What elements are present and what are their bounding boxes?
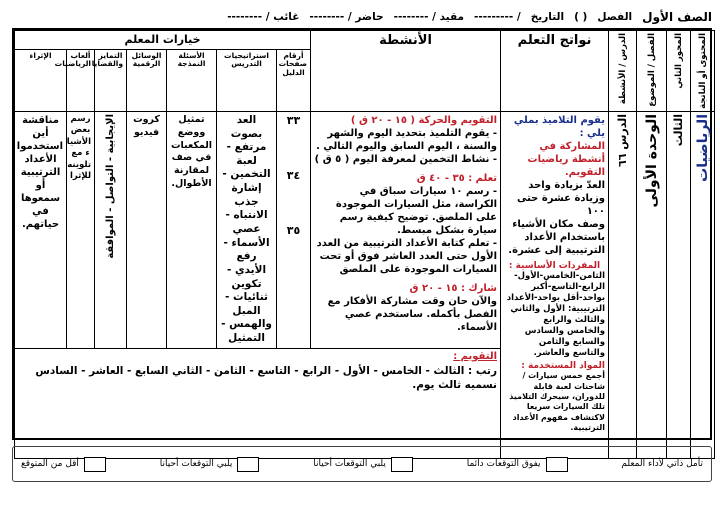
cell-evaluation	[15, 348, 501, 458]
outcome-line: المشاركة في أنشطة رياضيات التقويم.	[527, 140, 606, 178]
activity-title: شارك : ١٥ - ٢٠ ق	[409, 282, 498, 294]
cell-math-games: رسم بعض الأشيا ء مع تلوينه للإثرا	[67, 111, 95, 348]
col-lesson-header: الدرس / الأنشطة	[609, 31, 637, 112]
cell-outcomes	[501, 111, 609, 458]
col-outcomes-header: نواتج التعلم	[501, 31, 609, 112]
date-blank[interactable]: / ---------	[474, 11, 521, 23]
evaluation-title: التقويم :	[453, 350, 498, 362]
materials-text: أجمع خمس سيارات / شاحنات لعبة قابلة للدوران، سيحرك التلاميذ تلك السيارات سريعا لاكتشاف مفهوم الأعداد الترتيبية.	[509, 371, 606, 433]
vocab-title: المفردات الأساسية :	[508, 260, 601, 271]
materials-title: المواد المستخدمة :	[521, 361, 606, 372]
evaluation-text: رتب : الثالث - الخامس - الأول - الرابع - التاسع - الثامن - الثاني السابع - العاشر - السادس نسميه ثالث يوم.	[35, 364, 498, 391]
cell-domain: الرياضيات	[691, 111, 715, 458]
guide-page-number: ٣٥	[286, 223, 301, 237]
reflection-checkbox[interactable]	[84, 457, 106, 472]
lesson-plan-table	[12, 28, 712, 440]
col-integration-header: التمايز والقضايا	[95, 49, 127, 111]
date-label: التاريخ	[530, 11, 565, 23]
activity-text: - رسم ١٠ سيارات سباق في الكراسة، مثل السيارات الموجودة على الملصق. توضيح كيفية رسم سيارة بشكل مبسط. - تعلم كتابة الأعداد الترتيبية من العدد الأول حتى العدد العاشر فوق أو تحت السيارات الموجودة على الملصق	[316, 185, 498, 275]
outcome-line: وصف مكان الأشياء باستخدام الأعداد الترتيبية إلى عشرة.	[508, 218, 606, 256]
cell-lesson: الدرس ٦٦	[609, 111, 637, 458]
cell-integration: الإيجابية - التواصل - الموافقة	[95, 111, 127, 348]
reflection-option[interactable]: يلبي التوقعات أحيانا	[160, 457, 260, 472]
col-activities-header: الأنشطة	[311, 31, 501, 112]
absent-field[interactable]: غائب / --------	[227, 11, 300, 23]
reflection-checkbox[interactable]	[237, 457, 259, 472]
activity-title: التقويم والحركة ( ١٥ - ٢٠ ق )	[350, 114, 498, 126]
registered-field[interactable]: مقيد / --------	[393, 11, 465, 23]
col-questions-header: الأسئلة النمذجة	[167, 49, 217, 111]
vocab-list: الثامن-الخامس-الأول-الرابع-التاسع-أكبر بواحد-أقل بواحد-الأعداد الترتيبية: الأول والثاني والثالث والرابع والخامس والسادس والسابع والثامن والتاسع والعاشر.	[506, 270, 606, 359]
grade-label: الصف الأول	[642, 10, 712, 24]
guide-page-number: ٣٣	[286, 113, 301, 127]
outcome-line: يقوم التلاميذ بملي يلي :	[513, 114, 606, 139]
activity-text: - يقوم التلميذ بتحديد اليوم والشهر والسنة ، اليوم السابق واليوم التالي . - نشاط التخمين لمعرفة اليوم ( ٥ ق )	[314, 127, 498, 165]
cell-axis: الثالث	[667, 111, 691, 458]
col-math-games-header: ألعاب الرياضيات	[67, 49, 95, 111]
cell-strategies: العد بصوت مرتفع - لعبة التخمين - إشارة جذب الانتباه - عصي الأسماء - رفع الأيدي - تكوين ثنائيات - المبل والهمس - التمثيل	[217, 111, 277, 348]
cell-modeled-questions: تمثيل ووضع المكعبات في صف لمقارنة الأطوال.	[167, 111, 217, 348]
cell-digital-media: كروت فيديو	[127, 111, 167, 348]
header-bar	[30, 6, 712, 28]
term-blank[interactable]: ( )	[574, 11, 588, 23]
cell-guide-pages	[277, 111, 311, 348]
reflection-title: تأمل ذاتي لأداء المعلم	[621, 459, 703, 469]
present-field[interactable]: حاضر / --------	[309, 11, 384, 23]
outcome-line: العدّ بزيادة واحد وزيادة عشرة حتى ١٠٠	[516, 179, 606, 217]
cell-activities	[311, 111, 501, 348]
col-unit-header: الفصل / الموضوع	[637, 31, 667, 112]
teacher-choices-header: خيارات المعلم	[15, 31, 311, 50]
col-domain-header: المحتوى أو الناتجة	[691, 31, 715, 112]
cell-unit: الوحدة الأولى	[637, 111, 667, 458]
reflection-option[interactable]: أقل من المتوقع	[21, 457, 106, 472]
col-digital-media-header: الوسائل الرقمية	[127, 49, 167, 111]
cell-enrichment: مناقشة أين استخدموا الأعداد الترتيبية أو سمعوها في حياتهم.	[15, 111, 67, 348]
term-label: الفصل	[597, 11, 633, 23]
guide-page-number: ٣٤	[286, 168, 301, 182]
self-reflection-bar	[12, 446, 712, 482]
reflection-checkbox[interactable]	[391, 457, 413, 472]
col-enrichment-header: الإثراء	[15, 49, 67, 111]
activity-title: تعلم : ٣٥ - ٤٠ ق	[416, 172, 498, 184]
col-strategies-header: استراتيجيات التدريس	[217, 49, 277, 111]
reflection-option[interactable]: يلبي التوقعات أحيانا	[313, 457, 413, 472]
reflection-checkbox[interactable]	[546, 457, 568, 472]
col-axis-header: المحور الثاني	[667, 31, 691, 112]
col-guide-pages-header: أرقام صفحات الدليل	[277, 49, 311, 111]
reflection-option[interactable]: يفوق التوقعات دائما	[467, 457, 568, 472]
activity-text: والآن حان وقت مشاركة الأفكار مع الفصل بأكمله. ساستخدم عصي الأسماء.	[327, 295, 498, 333]
